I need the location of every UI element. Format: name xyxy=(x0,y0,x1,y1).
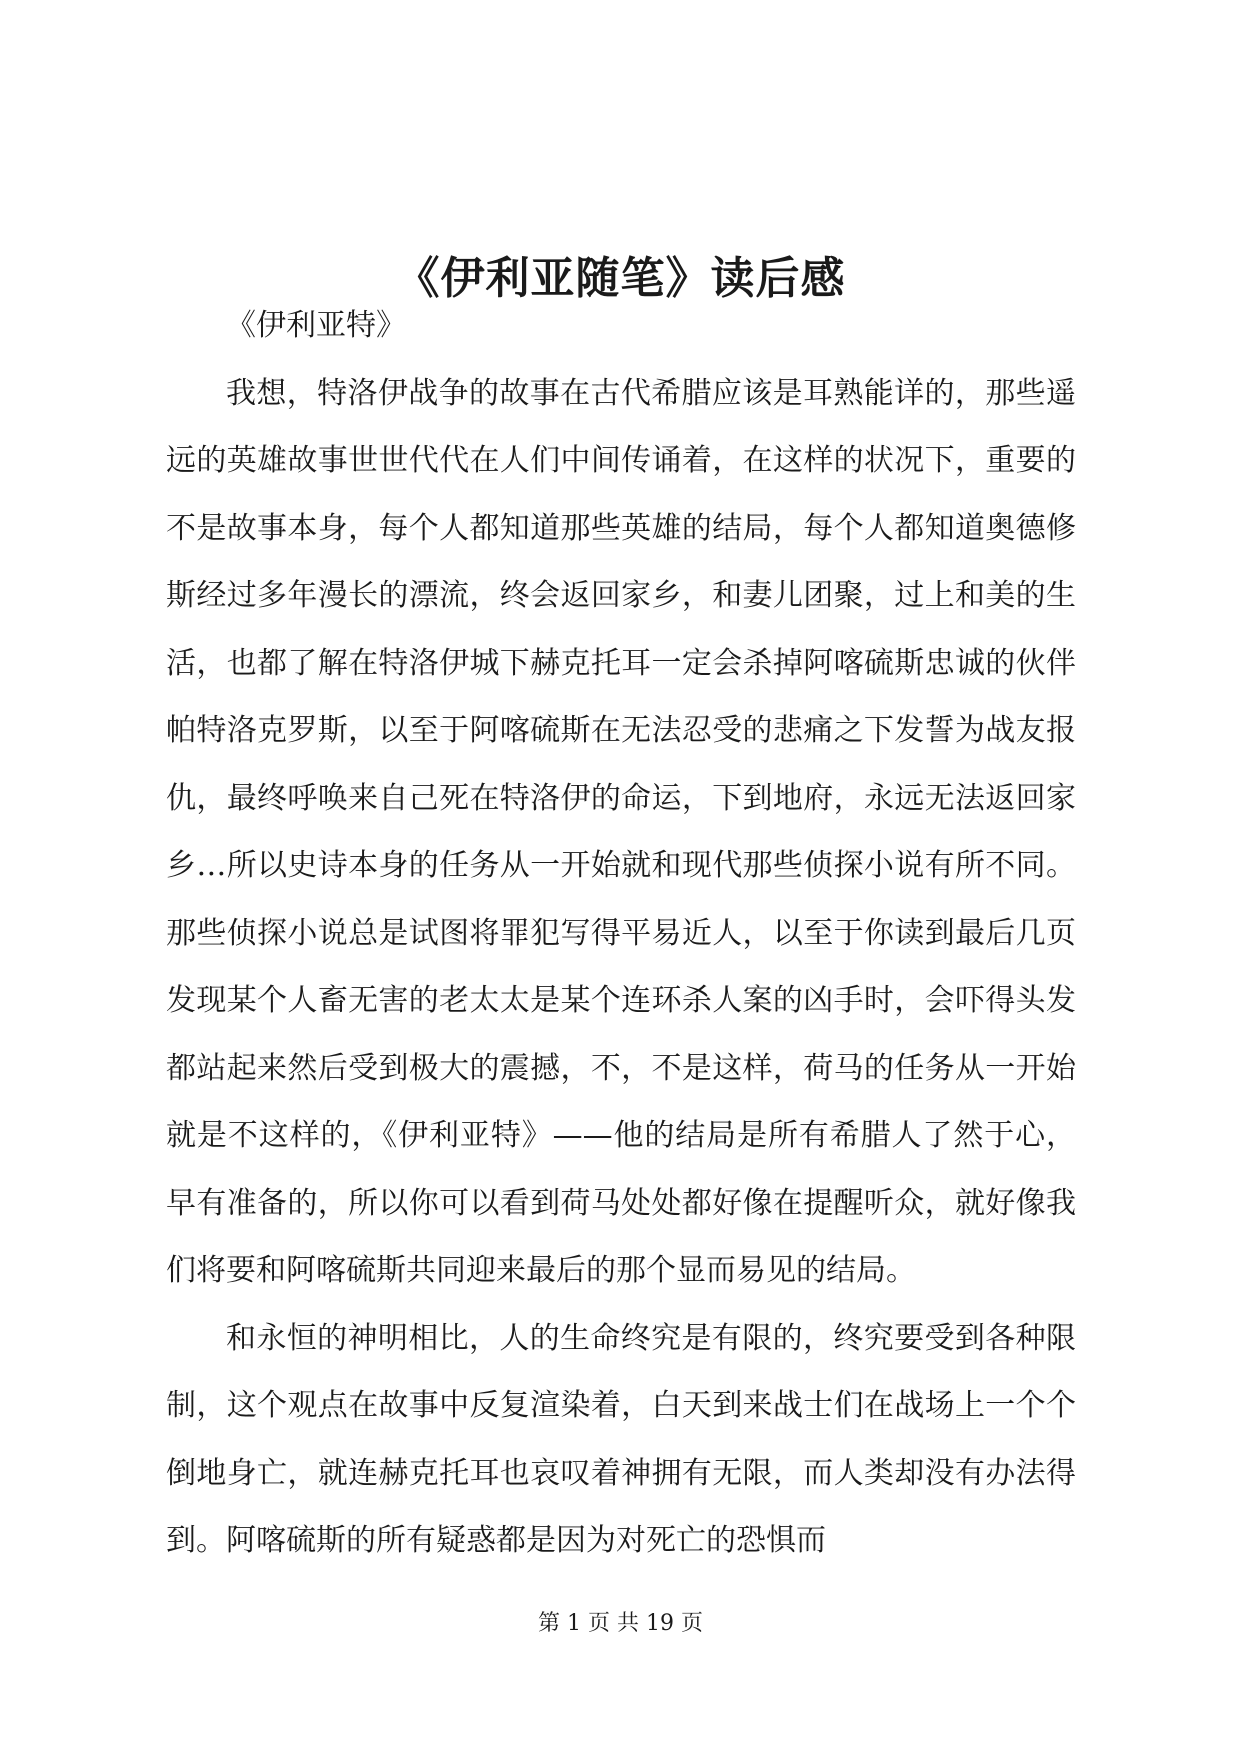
page-footer: 第 1 页 共 19 页 xyxy=(538,1611,703,1636)
paragraph: 我想，特洛伊战争的故事在古代希腊应该是耳熟能详的，那些遥远的英雄故事世世代代在人们中间传诵着，在这样的状况下，重要的不是故事本身，每个人都知道那些英雄的结局，每个人都知道奥德修斯经过多年漫长的漂流，终会返回家乡，和妻儿团聚，过上和美的生活，也都了解在特洛伊城下赫克托耳一定会杀掉阿喀硫斯忠诚的伙伴帕特洛克罗斯，以至于阿喀硫斯在无法忍受的悲痛之下发誓为战友报仇，最终呼唤来自己死在特洛伊的命运，下到地府，永远无法返回家乡…所以史诗本身的任务从一开始就和现代那些侦探小说有所不同。那些侦探小说总是试图将罪犯写得平易近人，以至于你读到最后几页发现某个人畜无害的老太太是某个连环杀人案的凶手时，会吓得头发都站起来然后受到极大的震撼，不，不是这样，荷马的任务从一开始就是不这样的，《伊利亚特》——他的结局是所有希腊人了然于心，早有准备的，所以你可以看到荷马处处都好像在提醒听众，就好像我们将要和阿喀硫斯共同迎来最后的那个显而易见的结局。 xyxy=(166,375,1076,1288)
paragraph-subtitle: 《伊利亚特》 xyxy=(226,308,406,343)
document-title: 《伊利亚随笔》读后感 xyxy=(395,253,846,305)
paragraph: 和永恒的神明相比，人的生命终究是有限的，终究要受到各种限制，这个观点在故事中反复渲染着，白天到来战士们在战场上一个个倒地身亡，就连赫克托耳也哀叹着神拥有无限，而人类却没有办法得到。阿喀硫斯的所有疑惑都是因为对死亡的恐惧而 xyxy=(166,1320,1076,1558)
document-body xyxy=(166,292,1076,1575)
